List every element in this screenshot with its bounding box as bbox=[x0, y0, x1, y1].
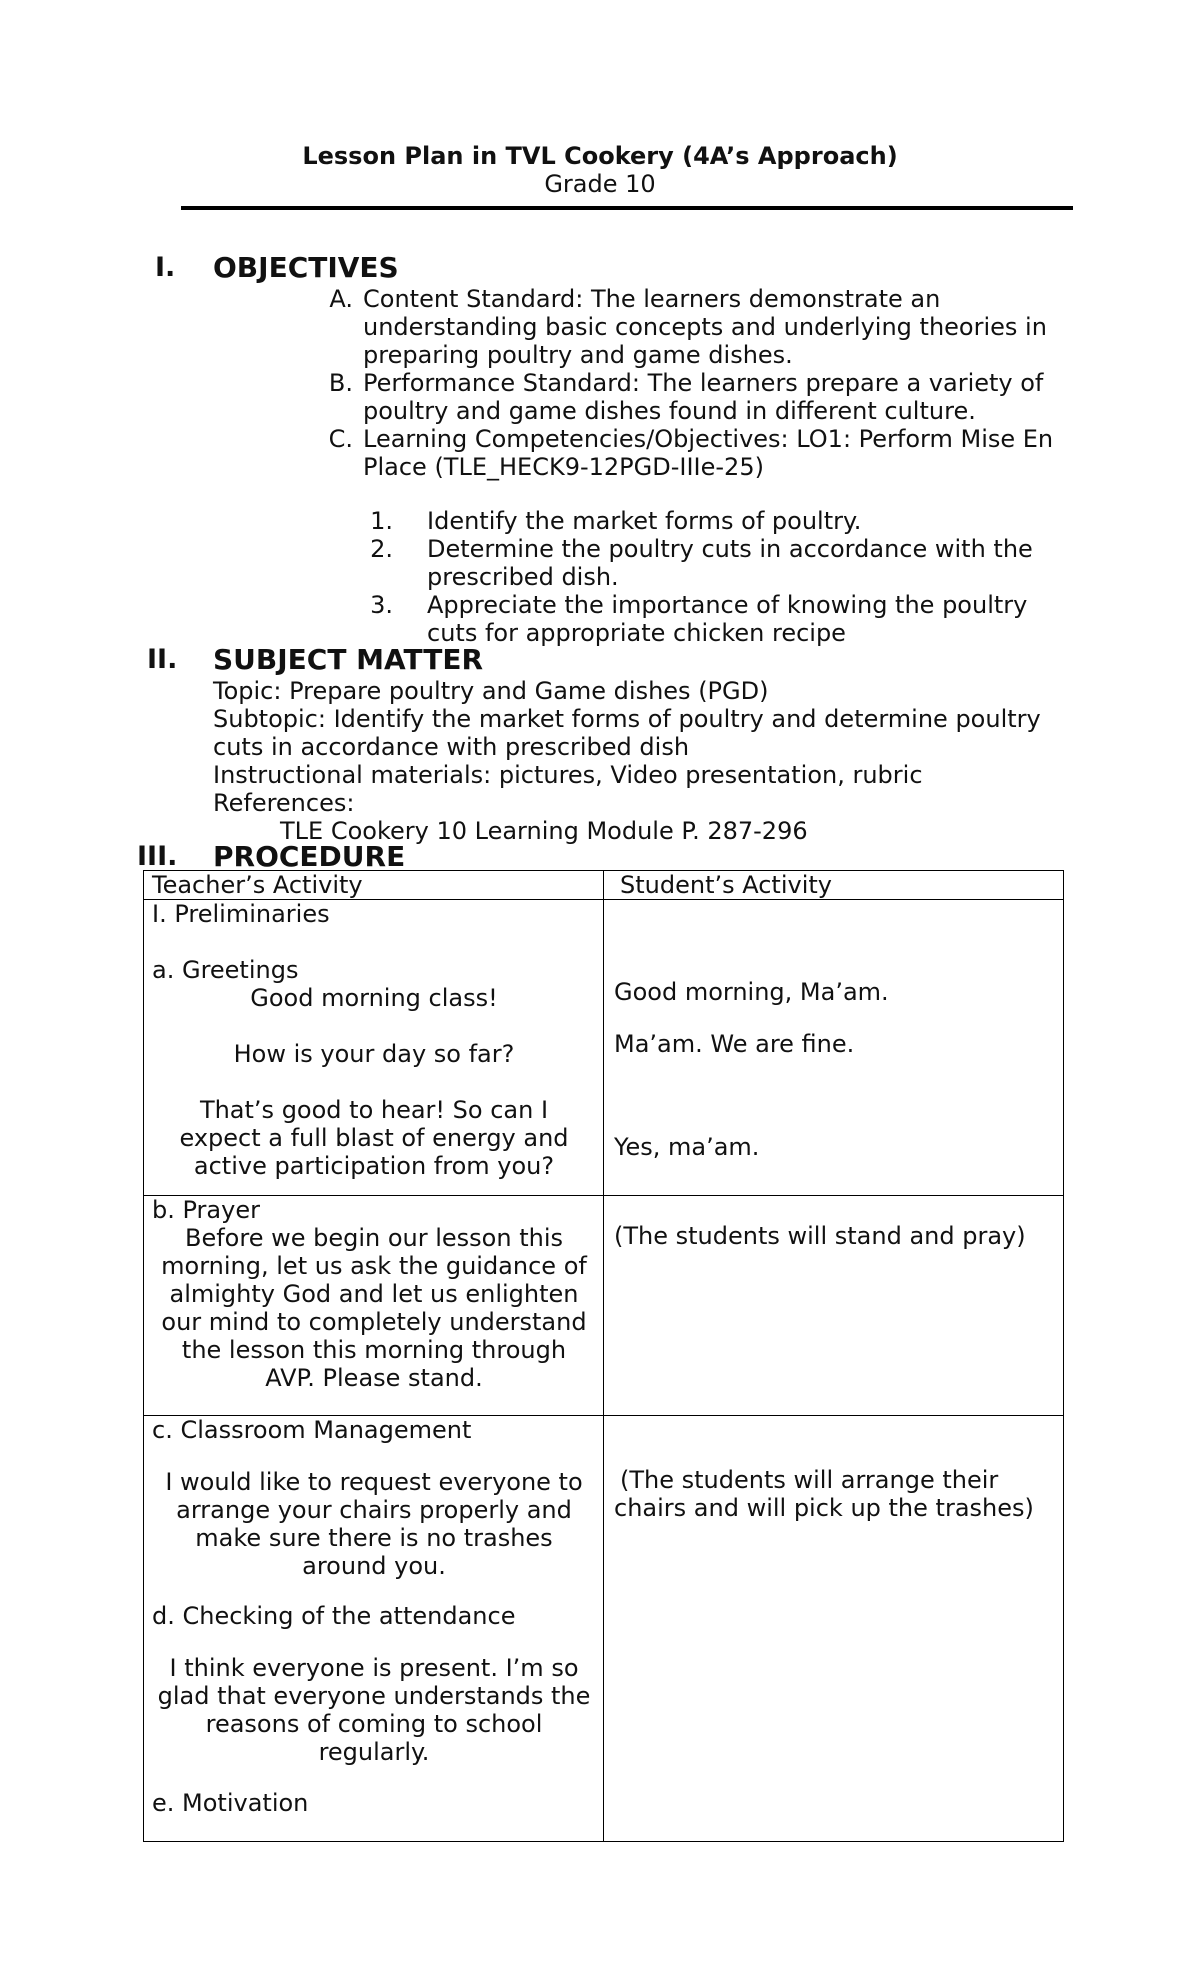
student-activity-header: Student’s Activity bbox=[620, 871, 832, 899]
prayer-label: b. Prayer bbox=[152, 1196, 260, 1224]
table-header-row bbox=[144, 871, 1064, 900]
teacher-greeting: Good morning class! bbox=[250, 984, 498, 1012]
student-arrange-chairs: (The students will arrange their chairs and will pick up the trashes) bbox=[614, 1466, 1034, 1522]
student-prayer: (The students will stand and pray) bbox=[614, 1222, 1026, 1250]
objectives-heading: OBJECTIVES bbox=[213, 251, 399, 284]
objective-marker: A. bbox=[329, 285, 353, 313]
procedure-number: III. bbox=[137, 841, 178, 872]
motivation-label: e. Motivation bbox=[152, 1789, 309, 1817]
sub-objective-1: Identify the market forms of poultry. bbox=[427, 507, 862, 535]
procedure-table bbox=[143, 870, 1064, 1842]
prayer-text: Before we begin our lesson this morning, let us ask the guidance of almighty God and let us enlighten our mind to completely understand the lesson this morning through AVP. Please stand. bbox=[161, 1224, 587, 1392]
topic-text: Topic: Prepare poultry and Game dishes (PGD) bbox=[213, 677, 769, 705]
sub-objective-marker: 2. bbox=[370, 535, 393, 563]
objectives-number: I. bbox=[155, 252, 176, 283]
sub-objective-marker: 3. bbox=[370, 591, 393, 619]
objective-learning-competencies: Learning Competencies/Objectives: LO1: Perform Mise En Place (TLE_HECK9-12PGD-IIIe-25) bbox=[363, 425, 1054, 481]
objective-marker: B. bbox=[328, 369, 353, 397]
classroom-management-text: I would like to request everyone to arrange your chairs properly and make sure there is no trashes around you. bbox=[165, 1468, 583, 1580]
sub-objective-2: Determine the poultry cuts in accordance with the prescribed dish. bbox=[427, 535, 1033, 591]
grade-label: Grade 10 bbox=[544, 170, 656, 198]
objective-marker: C. bbox=[328, 425, 353, 453]
table-row bbox=[144, 900, 1064, 1196]
subject-matter-number: II. bbox=[147, 644, 178, 675]
greetings-label: a. Greetings bbox=[152, 956, 299, 984]
sub-objective-3: Appreciate the importance of knowing the poultry cuts for appropriate chicken recipe bbox=[427, 591, 1028, 647]
reference-item: TLE Cookery 10 Learning Module P. 287-296 bbox=[280, 817, 808, 845]
header-rule bbox=[181, 206, 1073, 210]
teacher-question: How is your day so far? bbox=[233, 1040, 515, 1068]
preliminaries-label: I. Preliminaries bbox=[152, 900, 330, 928]
objective-content-standard: Content Standard: The learners demonstrate an understanding basic concepts and underlying theories in preparing poultry and game dishes. bbox=[363, 285, 1047, 369]
teacher-activity-header: Teacher’s Activity bbox=[152, 871, 363, 899]
table-row bbox=[144, 1416, 1064, 1842]
procedure-heading: PROCEDURE bbox=[213, 840, 406, 873]
subject-matter-heading: SUBJECT MATTER bbox=[213, 643, 484, 676]
sub-objective-marker: 1. bbox=[370, 507, 393, 535]
references-label: References: bbox=[213, 789, 355, 817]
teacher-expectation: That’s good to hear! So can I expect a full blast of energy and active participation from you? bbox=[179, 1096, 569, 1180]
subtopic-text: Subtopic: Identify the market forms of poultry and determine poultry cuts in accordance with prescribed dish bbox=[213, 705, 1041, 761]
objective-performance-standard: Performance Standard: The learners prepare a variety of poultry and game dishes found in different culture. bbox=[363, 369, 1044, 425]
student-confirmation: Yes, ma’am. bbox=[614, 1133, 760, 1161]
student-greeting: Good morning, Ma’am. bbox=[614, 978, 889, 1006]
table-row bbox=[144, 1196, 1064, 1416]
attendance-text: I think everyone is present. I’m so glad that everyone understands the reasons of coming to school regularly. bbox=[157, 1654, 591, 1766]
student-answer: Ma’am. We are fine. bbox=[614, 1030, 855, 1058]
classroom-management-label: c. Classroom Management bbox=[152, 1416, 472, 1444]
document-title: Lesson Plan in TVL Cookery (4A’s Approach) bbox=[302, 142, 898, 170]
attendance-label: d. Checking of the attendance bbox=[152, 1602, 516, 1630]
instructional-materials: Instructional materials: pictures, Video presentation, rubric bbox=[213, 761, 923, 789]
